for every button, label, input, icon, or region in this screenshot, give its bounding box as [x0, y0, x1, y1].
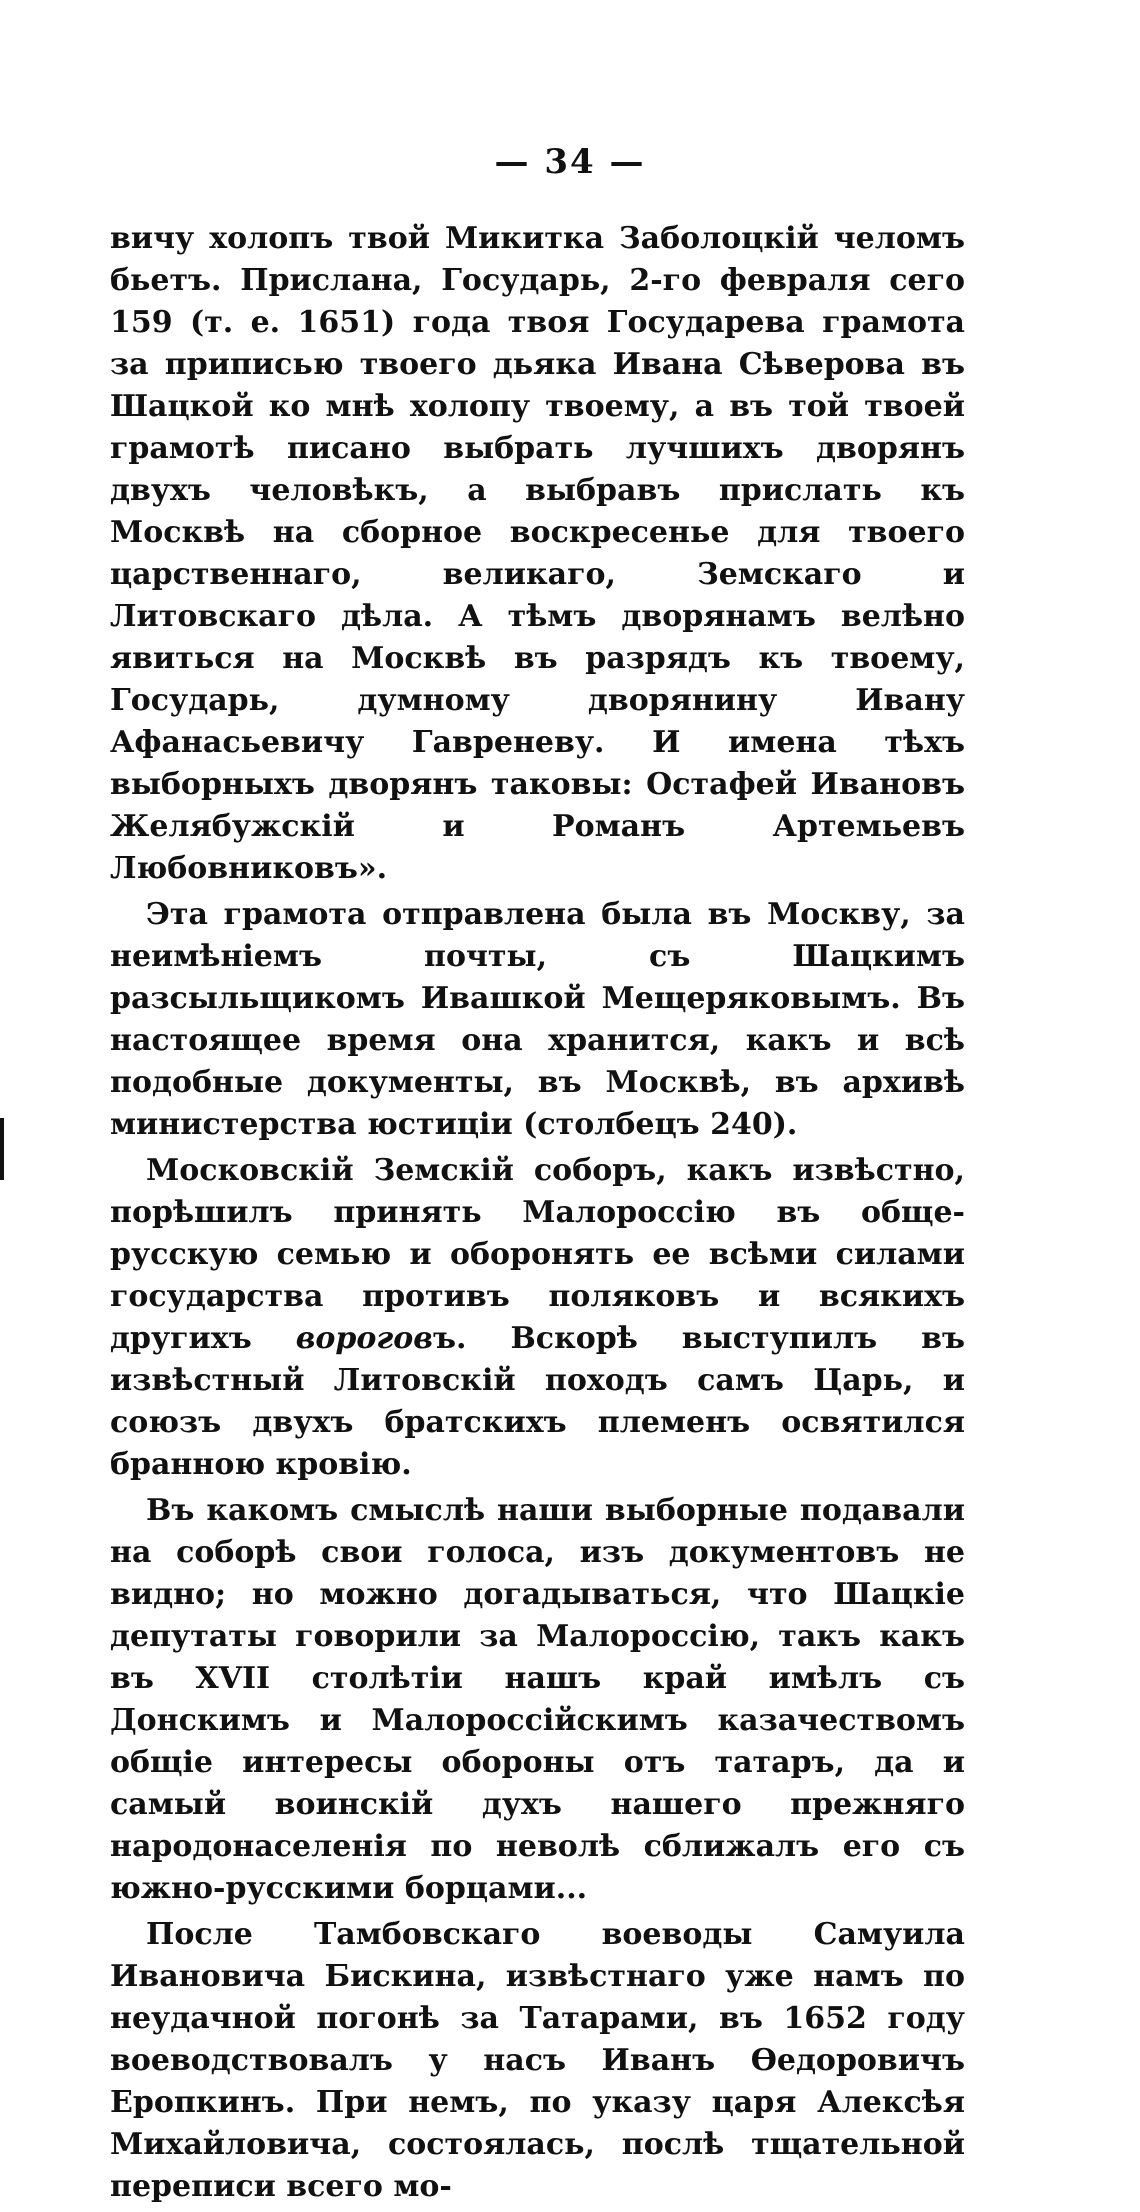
paragraph-letter-text: вичу холопъ твой Микитка Заболоцкій челомъ бьетъ. Прислана, Государь, 2-го февраля сего 159 (т. е. 1651) года твоя Государева грамота за приписью твоего дьяка Ивана Сѣверова въ Шацкой ко мнѣ холопу твоему, а въ той твоей грамотѣ писано выбрать лучшихъ дворянъ двухъ человѣкъ, а выбравъ прислать къ Москвѣ на сборное воскресенье для твоего царственнаго, великаго, Земскаго и Литовскаго дѣла. А тѣмъ дворянамъ велѣно явиться на Москвѣ въ разрядъ къ твоему, Государь, думному дворянину Ивану Афанасьевичу Гавреневу. И имена тѣхъ выборныхъ дворянъ таковы: Остафей Ивановъ Желябужскій и Романъ Артемьевъ Любовниковъ».	[110, 221, 965, 886]
body-text	[110, 218, 965, 2212]
paragraph-deputies: Въ какомъ смыслѣ наши выборные подавали на соборѣ свои голоса, изъ документовъ не видно; но можно догадываться, что Шацкіе депутаты говорили за Малороссію, такъ какъ въ XVII столѣтіи нашъ край имѣлъ съ Донскимъ и Малороссійскимъ казачествомъ общіе интересы обороны отъ татаръ, да и самый воинскій духъ нашего прежняго народонаселенія по неволѣ сближалъ его съ южно-русскими борцами...	[110, 1493, 965, 1906]
paragraph-zemsky-sobor-after: ъ. Вскорѣ выступилъ въ извѣстный Литовскій походъ самъ Царь, и союзъ двухъ братскихъ племенъ освятился бранною кровію.	[110, 1321, 965, 1482]
paragraph-voevoda: После Тамбовскаго воеводы Самуила Ивановича Бискина, извѣстнаго уже намъ по неудачной погонѣ за Татарами, въ 1652 году воеводствовалъ у насъ Иванъ Ѳедоровичъ Еропкинъ. При немъ, по указу царя Алексѣя Михайловича, состоялась, послѣ тщательной переписи всего мо-	[110, 1917, 965, 2204]
paragraph-zemsky-sobor	[110, 1150, 965, 1486]
scan-edge-mark	[0, 1118, 4, 1180]
italic-word: ворогов	[295, 1321, 433, 1356]
paragraph-gramota-note: Эта грамота отправлена была въ Москву, за неимѣніемъ почты, съ Шацкимъ разсыльщикомъ Ивашкой Мещеряковымъ. Въ настоящее время она хранится, какъ и всѣ подобные документы, въ Москвѣ, въ архивѣ министерства юстиціи (столбецъ 240).	[110, 897, 965, 1142]
paragraph-zemsky-sobor-before: Московскій Земскій соборъ, какъ извѣстно, порѣшилъ принять Малороссію въ обще-русскую семью и оборонять ее всѣми силами государства противъ поляковъ и всякихъ другихъ	[110, 1153, 965, 1356]
page-number: — 34 —	[494, 142, 646, 182]
